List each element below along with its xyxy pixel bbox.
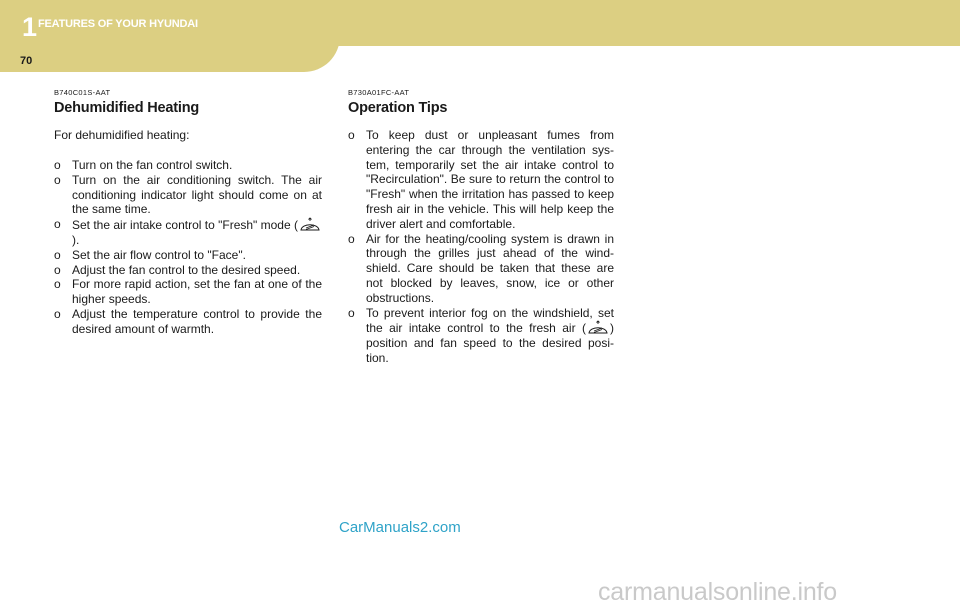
bullet-symbol: o	[348, 128, 355, 142]
item-text-before-icon: Set the air intake control to "Fresh" mode (	[72, 218, 298, 233]
bullet-symbol: o	[54, 306, 61, 321]
section-code: B730A01FC-AAT	[348, 88, 410, 97]
operation-tips-section	[348, 88, 614, 366]
bullet-symbol: o	[54, 247, 61, 262]
item-text-before-icon: To prevent interior fog on the windshield, set the air intake control to the fresh air (	[366, 305, 614, 336]
item-text-after-icon: ).	[72, 232, 80, 247]
bullet-symbol: o	[54, 172, 61, 187]
chapter-number: 1	[22, 12, 38, 42]
instruction-list	[54, 158, 322, 337]
site-watermark: carmanualsonline.info	[598, 578, 838, 606]
list-item	[348, 306, 614, 366]
tips-list	[348, 128, 614, 366]
item-text: Air for the heating/cooling system is drawn in through the grilles just ahead of the wind-shield. Care should be taken that these are not blocked by leaves, snow, ice or other obstructions.	[366, 231, 614, 305]
list-item	[54, 158, 322, 173]
intro-text: For dehumidified heating:	[54, 128, 190, 142]
chapter-title: FEATURES OF YOUR HYUNDAI	[38, 18, 198, 30]
list-item	[348, 232, 614, 306]
bullet-symbol: o	[348, 305, 355, 320]
bullet-symbol: o	[348, 231, 355, 246]
list-item	[348, 128, 614, 232]
list-item	[54, 248, 322, 263]
bullet-symbol: o	[54, 262, 61, 277]
item-text: Adjust the fan control to the desired speed.	[72, 262, 301, 277]
list-item	[54, 173, 322, 217]
bullet-symbol: o	[54, 217, 61, 232]
bullet-symbol: o	[54, 277, 61, 292]
list-item	[54, 263, 322, 278]
item-text: Adjust the temperature control to provide the desired amount of warmth.	[72, 306, 322, 336]
fresh-air-icon	[299, 217, 321, 232]
item-text: Turn on the air conditioning switch. The air conditioning indicator light should come on at the same time.	[72, 172, 322, 217]
section-heading: Operation Tips	[348, 100, 448, 116]
bullet-symbol: o	[54, 158, 61, 172]
item-text: Turn on the fan control switch.	[72, 158, 233, 172]
item-text: To keep dust or unpleasant fumes from entering the car through the ventilation sys-tem, temporarily set the air intake control to "Recirculation". Be sure to return the control to "Fresh" when the irritation has passed to keep fresh air in the vehicle. This will help keep the driver alert and comfortable.	[366, 128, 614, 231]
item-text: Set the air flow control to "Face".	[72, 247, 246, 262]
item-text-after-icon: ) position and fan speed to the desired posi-tion.	[366, 321, 614, 365]
item-text: For more rapid action, set the fan at one of the higher speeds.	[72, 277, 322, 307]
list-item	[54, 217, 322, 248]
list-item	[54, 307, 322, 337]
fresh-air-icon	[587, 320, 609, 335]
dehumidified-heating-section	[54, 88, 322, 337]
list-item	[54, 277, 322, 307]
section-heading: Dehumidified Heating	[54, 100, 200, 116]
page-number: 70	[20, 55, 33, 67]
brand-watermark: CarManuals2.com	[339, 519, 461, 536]
section-code: B740C01S-AAT	[54, 88, 111, 97]
chapter-tab	[0, 0, 340, 72]
